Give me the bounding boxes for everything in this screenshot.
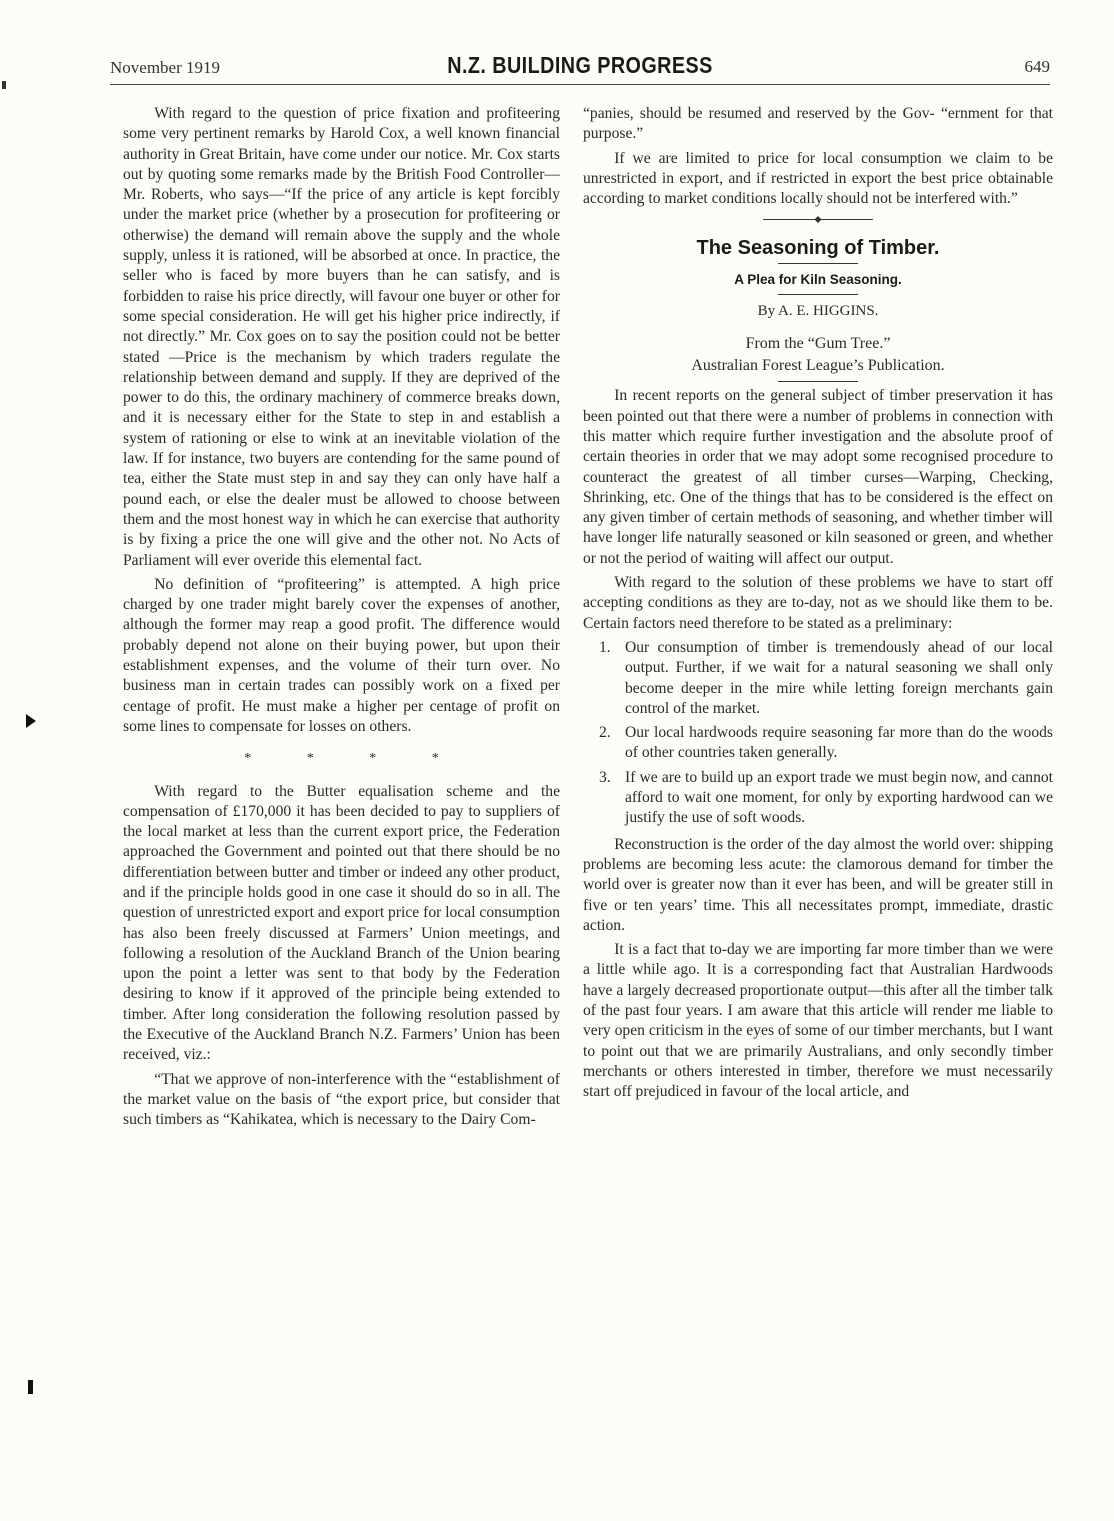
- right-column: [583, 104, 1053, 1106]
- list-item-number: 1.: [599, 638, 611, 656]
- list-item: [599, 723, 1053, 764]
- profiteering-definition-paragraph: No definition of “profiteering” is attempted. A high price charged by one trader might barely cover the expenses of another, although the former may reap a good profit. The difference would probably depend not alone on their buying power, but upon their establishment expenses, and the volume of their turn over. No business man in certain trades can possibly work on a fixed per centage of profit. He must make a higher per centage of profit on some lines to compensate for losses on others.: [123, 575, 560, 735]
- price-fixation-paragraph: With regard to the question of price fixation and profiteering some very pertinent remarks by Harold Cox, a well known financial authority in Great Britain, have come under our notice. Mr. Cox starts out by quoting some remarks made by the British Food Controller—Mr. Roberts, who says—“If the price of any article is kept forcibly under the market price (whether by a prosecution for profiteering or otherwise) the demand will remain above the supply and the whole supply, unless it is rationed, will be absorbed at once. In practice, the seller who is faced by more buyers than he can satisfy, and is forbidden to raise his price directly, will favour one buyer or other for some special consideration. He will get his higher price indirectly, if not directly.” Mr. Cox goes on to say the position could not be better stated —Price is the mechanism by which traders regulate the relationship between demand and supply. If they are deprived of the power to do this, the ordinary machinery of commerce breaks down, and it is necessary either for the State to step in and establish a system of rationing or else to wink at an inevitable violation of the law. If for instance, two buyers are contending for the same pound of tea, either the State must step in and say they can only have half a pound each, or else the dealer must be allowed to choose between them and the most honest way in which he can exercise that authority is by fixing a price the one will give and the other not. No Acts of Parliament will ever overide this elemental fact.: [123, 105, 560, 569]
- page-header: [110, 52, 1050, 85]
- divider-diamond: [814, 216, 821, 223]
- export-limit-paragraph: If we are limited to price for local consumption we claim to be unrestricted in export, and if restricted in export the best price obtainable according to market conditions locally should not be interfered with.”: [583, 149, 1053, 208]
- resolution-quote: “That we approve of non-interference with the “establishment of the market value on the basis of “the export price, but consider that such timbers as “Kahikatea, which is necessary to the Dairy Com-: [123, 1070, 560, 1129]
- preliminary-factors-list: [583, 638, 1053, 829]
- resolution-quote-continued: “panies, should be resumed and reserved by the Gov- “ernment for that purpose.”: [583, 105, 1053, 143]
- page-number: 649: [1024, 57, 1050, 76]
- source-line-2: Australian Forest League’s Publication.: [691, 357, 945, 375]
- article-subtitle: A Plea for Kiln Seasoning.: [734, 271, 902, 287]
- left-column: [123, 104, 560, 1135]
- list-item-number: 2.: [599, 724, 611, 742]
- list-item: [599, 768, 1053, 829]
- margin-bar-mark: [28, 1380, 33, 1394]
- section-separator: * * * *: [244, 751, 465, 767]
- source-rule: [778, 381, 858, 382]
- butter-equalisation-paragraph: With regard to the Butter equalisation scheme and the compensation of £170,000 it has been decided to pay to suppliers of the local market at less than the current export price, the Federation approached the Government and pointed out that there should be no differentiation between butter and timber or indeed any other product, and if the principle holds good in one case it should do so in all. The question of unrestricted export and export price for local consumption has also been freely discussed at Farmers’ Union meetings, and following a resolution of the Auckland Branch of the Union bearing upon the point a letter was sent to that body by the Federation desiring to know if it approved of the principle being extended to timber. After long consideration the following resolution passed by the Executive of the Auckland Branch N.Z. Farmers’ Union has been received, viz.:: [123, 782, 560, 1064]
- list-item: [599, 638, 1053, 719]
- list-item-number: 3.: [599, 768, 611, 786]
- list-item-text: If we are to build up an export trade we must begin now, and cannot afford to wait one moment, for only by exporting hardwood can we justify the use of soft woods.: [625, 768, 1053, 827]
- issue-date: November 1919: [110, 58, 221, 77]
- source-line-1: From the “Gum Tree.”: [745, 335, 891, 353]
- list-item-text: Our consumption of timber is tremendously ahead of our local output. Further, if we wait for a natural seasoning we shall only become deeper in the mire while letting foreign merchants gain control of the market.: [625, 638, 1053, 717]
- margin-arrow-mark: [26, 714, 36, 728]
- article-title: The Seasoning of Timber.: [696, 237, 940, 260]
- importing-timber-paragraph: It is a fact that to-day we are importing far more timber than we were a little while ago. It is a corresponding fact that Australian Hardwoods have a largely decreased proportionate output—this after all the timber talk of the past four years. I am aware that this article will render me liable to very open criticism in the eyes of some of our timber merchants, but I want to point out that we are primarily Australians, and only secondly timber merchants or others interested in timber, therefore we must necessarily start off prejudiced in favour of the local article, and: [583, 941, 1053, 1101]
- list-item-text: Our local hardwoods require seasoning far more than do the woods of other countries taken generally.: [625, 724, 1053, 762]
- timber-preservation-paragraph: In recent reports on the general subject of timber preservation it has been pointed out that there were a number of problems in connection with this matter which require further investigation and the absolute proof of certain theories in order that we may adopt some recognised procedure to counteract the greatest of all timber curses—Warping, Checking, Shrinking, etc. One of the things that has to be considered is the effect on any given timber of certain methods of seasoning, and whether timber will have longer life naturally seasoned or kiln seasoned or green, and whether or not the period of waiting will affect our output.: [583, 387, 1053, 567]
- article-byline: By A. E. HIGGINS.: [757, 303, 879, 320]
- margin-tick-mark: [2, 81, 6, 89]
- article-source: [583, 333, 1053, 377]
- reconstruction-paragraph: Reconstruction is the order of the day almost the world over: shipping problems are becoming less acute: the clamorous demand for timber the world over is greater now than it ever has been, and will be greater still in five or ten years’ time. This all necessitates prompt, immediate, drastic action.: [583, 835, 1053, 934]
- subtitle-rule: [778, 294, 858, 295]
- article-divider: [763, 219, 873, 220]
- solution-paragraph: With regard to the solution of these problems we have to start off accepting conditions as they are to-day, not as we should like them to be. Certain factors need therefore to be stated as a preliminary:: [583, 574, 1053, 632]
- publication-title: N.Z. BUILDING PROGRESS: [447, 52, 713, 78]
- title-rule: [778, 263, 858, 264]
